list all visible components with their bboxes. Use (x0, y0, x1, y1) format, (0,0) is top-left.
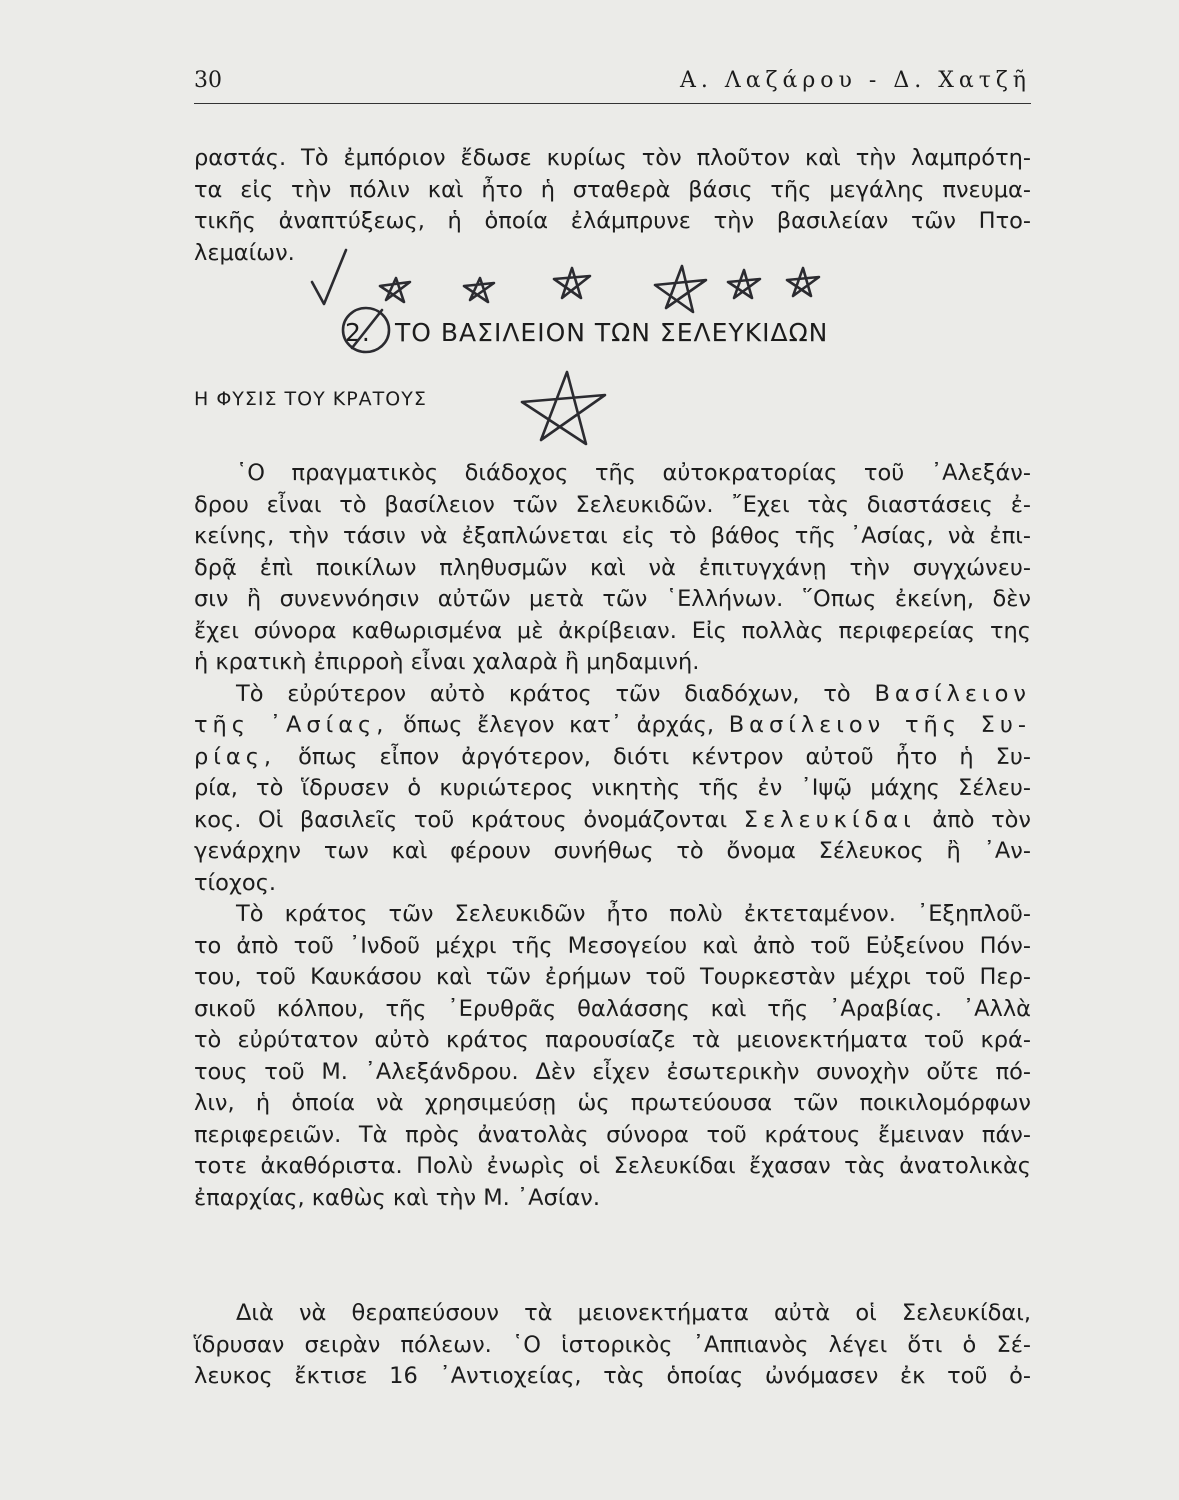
text-line: τικῆς ἀναπτύξεως, ἡ ὁποία ἐλάμπρυνε τὴν βασιλείαν τῶν Πτο- (194, 208, 1031, 234)
spaced-term: Σελευκίδαι (743, 806, 916, 833)
page-number: 30 (194, 68, 222, 93)
spaced-term: τῆς ᾿Ασίας, (194, 712, 389, 738)
text-line: δρου εἶναι τὸ βασίλειον τῶν Σελευκιδῶν. ῎Εχει τὰς διαστάσεις ἐ- (194, 491, 1031, 518)
paragraph-1 (194, 458, 1031, 679)
spaced-term: Βασίλειον τῆς Συ- (728, 712, 1031, 738)
star-icon (728, 270, 760, 298)
text-line: ἡ κρατικὴ ἐπιρροὴ εἶναι χαλαρὰ ἢ μηδαμινή. (194, 649, 700, 675)
text-line: τὸ εὐρύτατον αὐτὸ κράτος παρουσίαζε τὰ μειονεκτήματα τοῦ κρά- (194, 1027, 1031, 1053)
text-line: ἔχει σύνορα καθωρισμένα μὲ ἀκρίβειαν. Εἰς πολλὰς περιφερείας της (194, 617, 1031, 644)
text-line: δρᾷ ἐπὶ ποικίλων πληθυσμῶν καὶ νὰ ἐπιτυγχάνῃ τὴν συγχώνευ- (194, 554, 1031, 581)
text-line: τίοχος. (194, 869, 277, 896)
paragraph-3 (194, 899, 1031, 1214)
text-line: περιφερειῶν. Τὰ πρὸς ἀνατολὰς σύνορα τοῦ κράτους ἔμειναν πάν- (194, 1121, 1031, 1148)
text-line: Τὸ εὐρύτερον αὐτὸ κράτος τῶν διαδόχων, τὸ Βασίλειον (236, 680, 1032, 707)
header-rule (194, 103, 1031, 104)
text-line: λιν, ἡ ὁποία νὰ χρησιμεύσῃ ὡς πρωτεύουσα τῶν ποικιλομόρφων (194, 1090, 1031, 1116)
text-line: ῾Ο πραγματικὸς διάδοχος τῆς αὐτοκρατορίας τοῦ ᾿Αλεξάν- (236, 460, 1031, 486)
star-icon (655, 266, 706, 312)
text-line: κείνης, τὴν τάσιν νὰ ἐξαπλώνεται εἰς τὸ βάθος τῆς ᾿Ασίας, νὰ ἐπι- (194, 523, 1031, 549)
running-author: Α. Λαζάρου - Δ. Χατζῆ (679, 68, 1031, 93)
text-line: του, τοῦ Καυκάσου καὶ τῶν ἐρήμων τοῦ Τουρκεστὰν μέχρι τοῦ Περ- (194, 964, 1031, 990)
spaced-term: ρίας, (194, 743, 277, 770)
text-line: το ἀπὸ τοῦ ᾿Ινδοῦ μέχρι τῆς Μεσογείου καὶ ἀπὸ τοῦ Εὐξείνου Πόν- (194, 932, 1031, 959)
text-line: Διὰ νὰ θεραπεύσουν τὰ μειονεκτήματα αὐτὰ οἱ Σελευκίδαι, (236, 1300, 1031, 1326)
text-line: κος. Οἱ βασιλεῖς τοῦ κράτους ὀνομάζονται Σελευκίδαι ἀπὸ τὸν (194, 806, 1031, 833)
text-line: ρίας, ὅπως εἶπον ἀργότερον, διότι κέντρον αὐτοῦ ἦτο ἡ Συ- (194, 743, 1031, 770)
text-line: ἐπαρχίας, καθὼς καὶ τὴν Μ. ᾿Ασίαν. (194, 1184, 600, 1211)
text-line: Τὸ κράτος τῶν Σελευκιδῶν ἦτο πολὺ ἐκτεταμένον. ᾿Εξηπλοῦ- (236, 901, 1031, 927)
section-title-text: ΤΟ ΒΑΣΙΛΕΙΟΝ ΤΩΝ ΣΕΛΕΥΚΙΔΩΝ (395, 318, 829, 347)
star-icon (522, 372, 605, 444)
intro-paragraph (194, 143, 1031, 269)
paragraph-4 (194, 1298, 1031, 1393)
section-number: 2. (345, 318, 371, 347)
section-title (345, 318, 829, 347)
text-line: λευκος ἔκτισε 16 ᾿Αντιοχείας, τὰς ὁποίας ὠνόμασεν ἐκ τοῦ ὀ- (194, 1363, 1031, 1389)
text-line: ραστάς. Τὸ ἐμπόριον ἔδωσε κυρίως τὸν πλοῦτον καὶ τὴν λαμπρότη- (194, 145, 1031, 171)
text-line: ρία, τὸ ἵδρυσεν ὁ κυριώτερος νικητὴς τῆς ἐν ᾿Ιψῷ μάχης Σέλευ- (194, 775, 1031, 801)
text-line: ἵδρυσαν σειρὰν πόλεων. ῾Ο ἱστορικὸς ᾿Αππιανὸς λέγει ὅτι ὁ Σέ- (194, 1331, 1031, 1358)
text-line: σικοῦ κόλπου, τῆς ᾿Ερυθρᾶς θαλάσσης καὶ τῆς ᾿Αραβίας. ᾿Αλλὰ (194, 995, 1031, 1022)
text-line: τα εἰς τὴν πόλιν καὶ ἦτο ἡ σταθερὰ βάσις τῆς μεγάλης πνευμα- (194, 176, 1031, 203)
running-header (194, 66, 1031, 100)
text-line: τους τοῦ Μ. ᾿Αλεξάνδρου. Δὲν εἶχεν ἐσωτερικὴν συνοχὴν οὔτε πό- (194, 1058, 1031, 1085)
star-icon (464, 278, 494, 302)
spaced-term: Βασίλειον (874, 680, 1032, 707)
text-line: τοτε ἀκαθόριστα. Πολὺ ἐνωρὶς οἱ Σελευκίδαι ἔχασαν τὰς ἀνατολικὰς (194, 1153, 1031, 1179)
text-line: γενάρχην των καὶ φέρουν συνήθως τὸ ὄνομα Σέλευκος ἢ ᾿Αν- (194, 838, 1031, 864)
subheading: Η ΦΥΣΙΣ ΤΟΥ ΚΡΑΤΟΥΣ (194, 388, 427, 410)
star-icon (380, 278, 410, 302)
text-line: σιν ἢ συνεννόησιν αὐτῶν μετὰ τῶν ῾Ελλήνων. ῞Οπως ἐκείνη, δὲν (194, 586, 1031, 612)
paragraph-2 (194, 679, 1031, 900)
text-line: λεμαίων. (194, 239, 295, 266)
star-icon (554, 268, 590, 298)
text-line: τῆς ᾿Ασίας, ὅπως ἔλεγον κατ᾿ ἀρχάς, Βασίλειον τῆς Συ- (194, 712, 1031, 738)
star-icon (787, 268, 819, 296)
